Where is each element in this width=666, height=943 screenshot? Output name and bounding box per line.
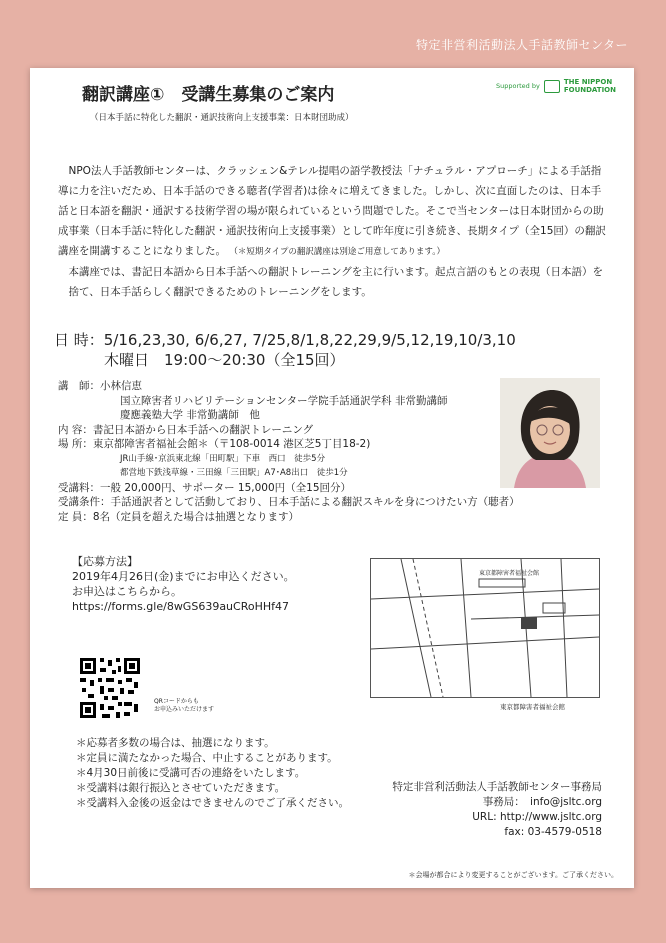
footer-note: ＊会場が都合により変更することがございます。ご了承ください。 bbox=[408, 871, 618, 879]
intro-text bbox=[58, 161, 606, 302]
flyer-sheet bbox=[30, 68, 634, 888]
nippon-foundation-icon bbox=[544, 80, 560, 93]
condition: 受講条件：手話通訳者として活動しており、日本手話による翻訳スキルを身につけたい方（聴者） bbox=[58, 496, 520, 508]
schedule bbox=[54, 330, 516, 370]
sponsor-logo bbox=[496, 78, 616, 94]
note-item: ＊応募者多数の場合は、抽選になります。 bbox=[76, 737, 275, 749]
intro-paragraph-1: NPO法人手話教師センターは、クラッシェン&テレル提唱の語学教授法「ナチュラル・アプローチ」による手話指導に力を注いだため、日本手話のできる聴者(学習者)は徐々に増えてきました。しかし、次に直面したのは、日本手話と日本語を翻訳・通訳する技術学習の場が限られているという問題でした。そこで当センターは日本財団からの助成事業（日本手話に特化した翻訳・通訳技術向上支援事業）として昨年度に引き続き、長期タイプ（全15回）の翻訳講座を開講することになりました。 （＊短期タイプの翻訳講座は別途ご用意してあります。） bbox=[58, 165, 606, 257]
schedule-time: 木曜日 19:00～20:30（全15回） bbox=[104, 351, 345, 369]
apply-deadline: 2019年4月26日(金)までにお申込ください。 bbox=[72, 570, 295, 583]
application-method bbox=[72, 554, 295, 614]
qr-note: QRコードからも お申込みいただけます bbox=[154, 698, 215, 713]
sponsor-label: Supported by bbox=[495, 82, 540, 90]
page-subtitle: （日本手話に特化した翻訳・通訳技術向上支援事業：日本財団助成） bbox=[90, 113, 354, 123]
apply-url-link[interactable]: https://forms.gle/8wGS639auCRoHHf47 bbox=[72, 600, 289, 613]
notes-list bbox=[76, 736, 349, 811]
fee: 受講料：一般 20,000円、サポーター 15,000円（全15回分） bbox=[58, 481, 352, 494]
office-email[interactable]: 事務局： info@jsltc.org bbox=[482, 796, 602, 808]
office-fax: fax: 03-4579-0518 bbox=[504, 826, 602, 838]
venue: 場 所：東京都障害者福祉会館＊（〒108-0014 港区芝5丁目18-2) bbox=[58, 438, 371, 450]
course-details bbox=[58, 379, 520, 524]
office-name: 特定非営利活動法人手話教師センター事務局 bbox=[392, 781, 602, 793]
access-jr: JR山手線･京浜東北線「田町駅」下車 西口 徒歩5分 bbox=[120, 453, 326, 464]
apply-heading: 【応募方法】 bbox=[72, 555, 138, 568]
capacity: 定 員：8名（定員を超えた場合は抽選となります） bbox=[58, 510, 300, 523]
page-title: 翻訳講座① 受講生募集のご案内 bbox=[82, 85, 335, 105]
intro-note: （＊短期タイプの翻訳講座は別途ご用意してあります。） bbox=[229, 247, 445, 257]
lecturer-photo bbox=[500, 378, 600, 488]
office-contact bbox=[392, 780, 602, 840]
office-url[interactable]: URL: http://www.jsltc.org bbox=[472, 811, 602, 823]
note-item: ＊受講料は銀行振込とさせていただきます。 bbox=[76, 782, 286, 794]
sponsor-name: THE NIPPON FOUNDATION bbox=[563, 78, 616, 94]
header-organization: 特定非営利活動法人手話教師センター bbox=[415, 38, 628, 52]
note-item: ＊4月30日前後に受講可否の連絡をいたします。 bbox=[76, 767, 306, 779]
lecturer: 講 師：小林信恵 bbox=[58, 380, 142, 392]
apply-from-here: お申込はこちらから。 bbox=[72, 585, 182, 598]
map-caption: 東京都障害者福祉会館 bbox=[500, 703, 565, 711]
lecturer-affiliation-2: 慶應義塾大学 非常勤講師 他 bbox=[120, 409, 260, 421]
venue-map bbox=[370, 558, 600, 698]
access-subway: 都営地下鉄浅草線・三田線「三田駅」A7･A8出口 徒歩1分 bbox=[120, 468, 348, 478]
qr-code[interactable] bbox=[78, 656, 142, 720]
lecturer-affiliation-1: 国立障害者リハビリテーションセンター学院手話通訳学科 非常勤講師 bbox=[120, 394, 448, 407]
map-venue-label: 東京都障害者福祉会館 bbox=[479, 570, 540, 577]
intro-paragraph-2: 本講座では、書記日本語から日本手話への翻訳トレーニングを主に行います。起点言語のもとの表現（日本語）を捨て、日本手話らしく翻訳できるためのトレーニングをします。 bbox=[68, 266, 603, 298]
schedule-dates: 日 時：5/16,23,30, 6/6,27, 7/25,8/1,8,22,29,9/5,12,19,10/3,10 bbox=[54, 331, 516, 349]
note-item: ＊定員に満たなかった場合、中止することがあります。 bbox=[76, 752, 338, 764]
course-content: 内 容：書記日本語から日本手話への翻訳トレーニング bbox=[58, 423, 314, 436]
note-item: ＊受講料入金後の返金はできませんのでご了承ください。 bbox=[76, 797, 349, 809]
